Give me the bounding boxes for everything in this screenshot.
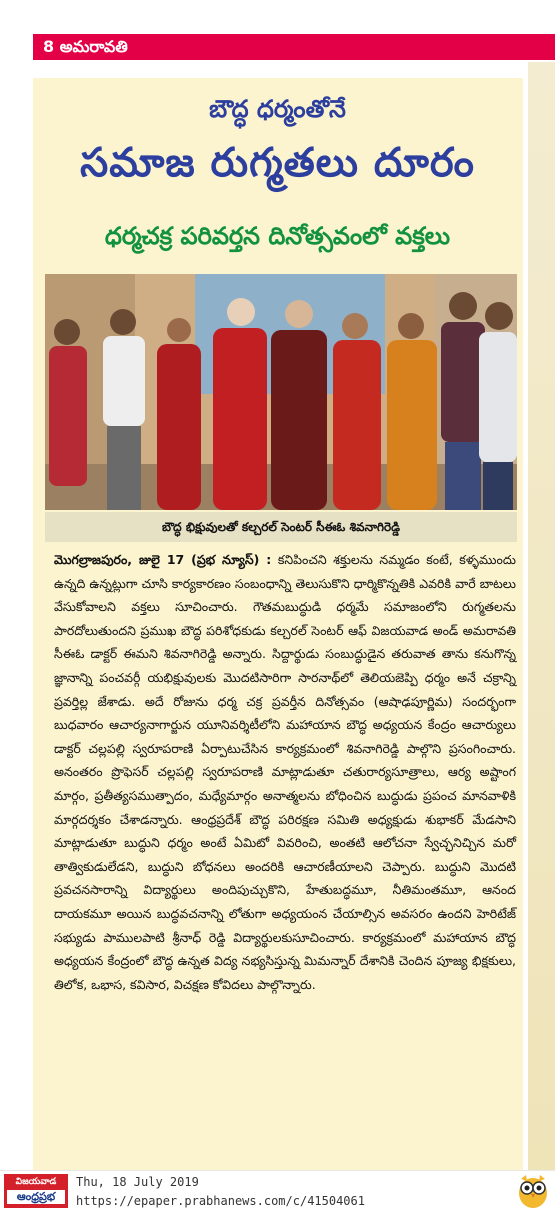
footer-url-link[interactable]: https://epaper.prabhanews.com/c/41504061 (76, 1194, 365, 1208)
person-man-white-shirt (103, 309, 145, 510)
article-headline: సమాజ రుగ్మతలు దూరం (80, 140, 475, 186)
person-man-dark-shirt (441, 292, 485, 510)
logo-edition: విజయవాడ (15, 1177, 57, 1187)
publication-logo (4, 1174, 68, 1208)
article-kicker: బౌద్ధ ధర్మంతోనే (209, 95, 346, 123)
monk-5 (387, 313, 437, 510)
person-man-right (479, 302, 517, 510)
article-body-text: కనిపించని శక్తులను నమ్మడం కంటే, కళ్ళముందు ఉన్నది ఉన్నట్లుగా చూసి కార్యకారణం సంబంధాన్ని తెలుసుకొని ధార్మికొన్నతికి ఎవరికి వారే బాటలు వేసుకోవాలని వక్తలు సూచించారు. గౌతమబుద్ధుడి ధర్మమే సమాజంలోని రుగ్మతలను పారదోలుతుందని ప్రముఖ బౌద్ధ పరిశోధకుడు కల్చరల్ సెంటర్ ఆఫ్ విజయవాడ అండ్ అమరావతి సీఈఓ డాక్టర్ ఈమని శివనాగిరెడ్డి అన్నారు. సిద్దార్థుడు సంబుద్ధుడైన తరువాత తాను కనుగొన్న జ్ఞానాన్ని పంచవర్గీ యభిక్షువులకు మొదటిసారిగా సారనాథ్‌లో తెలియజెప్పి ధర్మం అనే చక్రాన్ని ప్రవర్తిల్ల జేశాడు. అదే రోజును ధర్మ చక్ర ప్రవర్తీన దినోత్సవం (ఆషాఢపూర్ణిమ) సందర్భంగా బుధవారం ఆచార్యనాగార్జున యూనివర్శిటీలోని మహాయాన బౌద్ధ అధ్యయన కేంద్రం ఆచార్యులు డాక్టర్ చల్లపల్లి స్వరూపరాణి ఏర్పాటుచేసిన కార్యక్రమంలో శివనాగిరెడ్డి పాల్గొని ప్రసంగించారు. అనంతరం ప్రొఫెసర్ చల్లపల్లి స్వరూపరాణి మాట్లాడుతూ చతురార్యసూత్రాలు, ఆర్య అష్టాంగ మార్గం, ప్రతీత్యసముత్పాదం, మధ్యేమార్గం అనాత్మలను బోధించిన బుద్ధుడు ప్రపంచ మానవాళికి మార్గదర్శకం చేశాడన్నారు. ఆంధ్రప్రదేశ్ బౌద్ధ పరిరక్షణ సమితి అధ్యక్షుడు శుభాకర్ మేడసాని మాట్లాడుతూ బుద్ధుని ధర్మం అంటే ఏమిటో వివరించి, అంతటి ఆలోచనా స్వేచ్ఛనిచ్చిన మరో తాత్వికుడులేడని, బుద్ధుని బోధనలు అందరికి ఆచారణీయాలని చెప్పారు. బుద్ధుని మొదటి ప్రవచనసారాన్ని విద్యార్థులు అందిపుచ్చుకొని, హేతుబద్ధమూ, నీతిమంతమూ, ఆనంద దాయకమూ అయిన బుద్ధవచనాన్ని లోతుగా అధ్యయంన చేయాల్సిన అవసరం ఉందని హెరిటేజ్ సభ్యుడు పాములపాటి శ్రీనాధ్ రెడ్డి విద్యార్థులకుసూచించారు. కార్యక్రమంలో మహాయాన బౌద్ధ అధ్యయన కేంద్రంలో బౌద్ధ ఉన్నత విద్య నభ్యసిస్తున్న మిమన్నార్ దేశానికి చెందిన పూజ్య భిక్షకులు, తిలోక, ఒభాస, కవిసార, విచక్షణ కోవిదలు పాల్గొన్నారు. (54, 552, 516, 992)
logo-name: ఆంధ్రప్రభ (7, 1190, 65, 1204)
group-photo (45, 274, 517, 510)
owl-mascot-icon (517, 1173, 549, 1209)
article-subhead: ధర్మచక్ర పరివర్తన దినోత్సవంలో వక్తలు (104, 222, 451, 250)
footer-date: Thu, 18 July 2019 (76, 1175, 199, 1189)
article-dateline: మొగల్రాజపురం, జులై 17 (ప్రభ న్యూస్) : (54, 552, 272, 567)
monk-4 (333, 313, 381, 510)
section-tag: 8 అమరావతి (33, 34, 555, 60)
article-body (54, 548, 516, 996)
monk-2 (213, 298, 267, 510)
photo-caption: బౌద్ధ భిక్షువులతో కల్చరల్ సెంటర్ సీఈఓ శివనాగిరెడ్డి (45, 512, 517, 542)
monk-1 (157, 318, 201, 510)
monk-3 (271, 300, 327, 510)
